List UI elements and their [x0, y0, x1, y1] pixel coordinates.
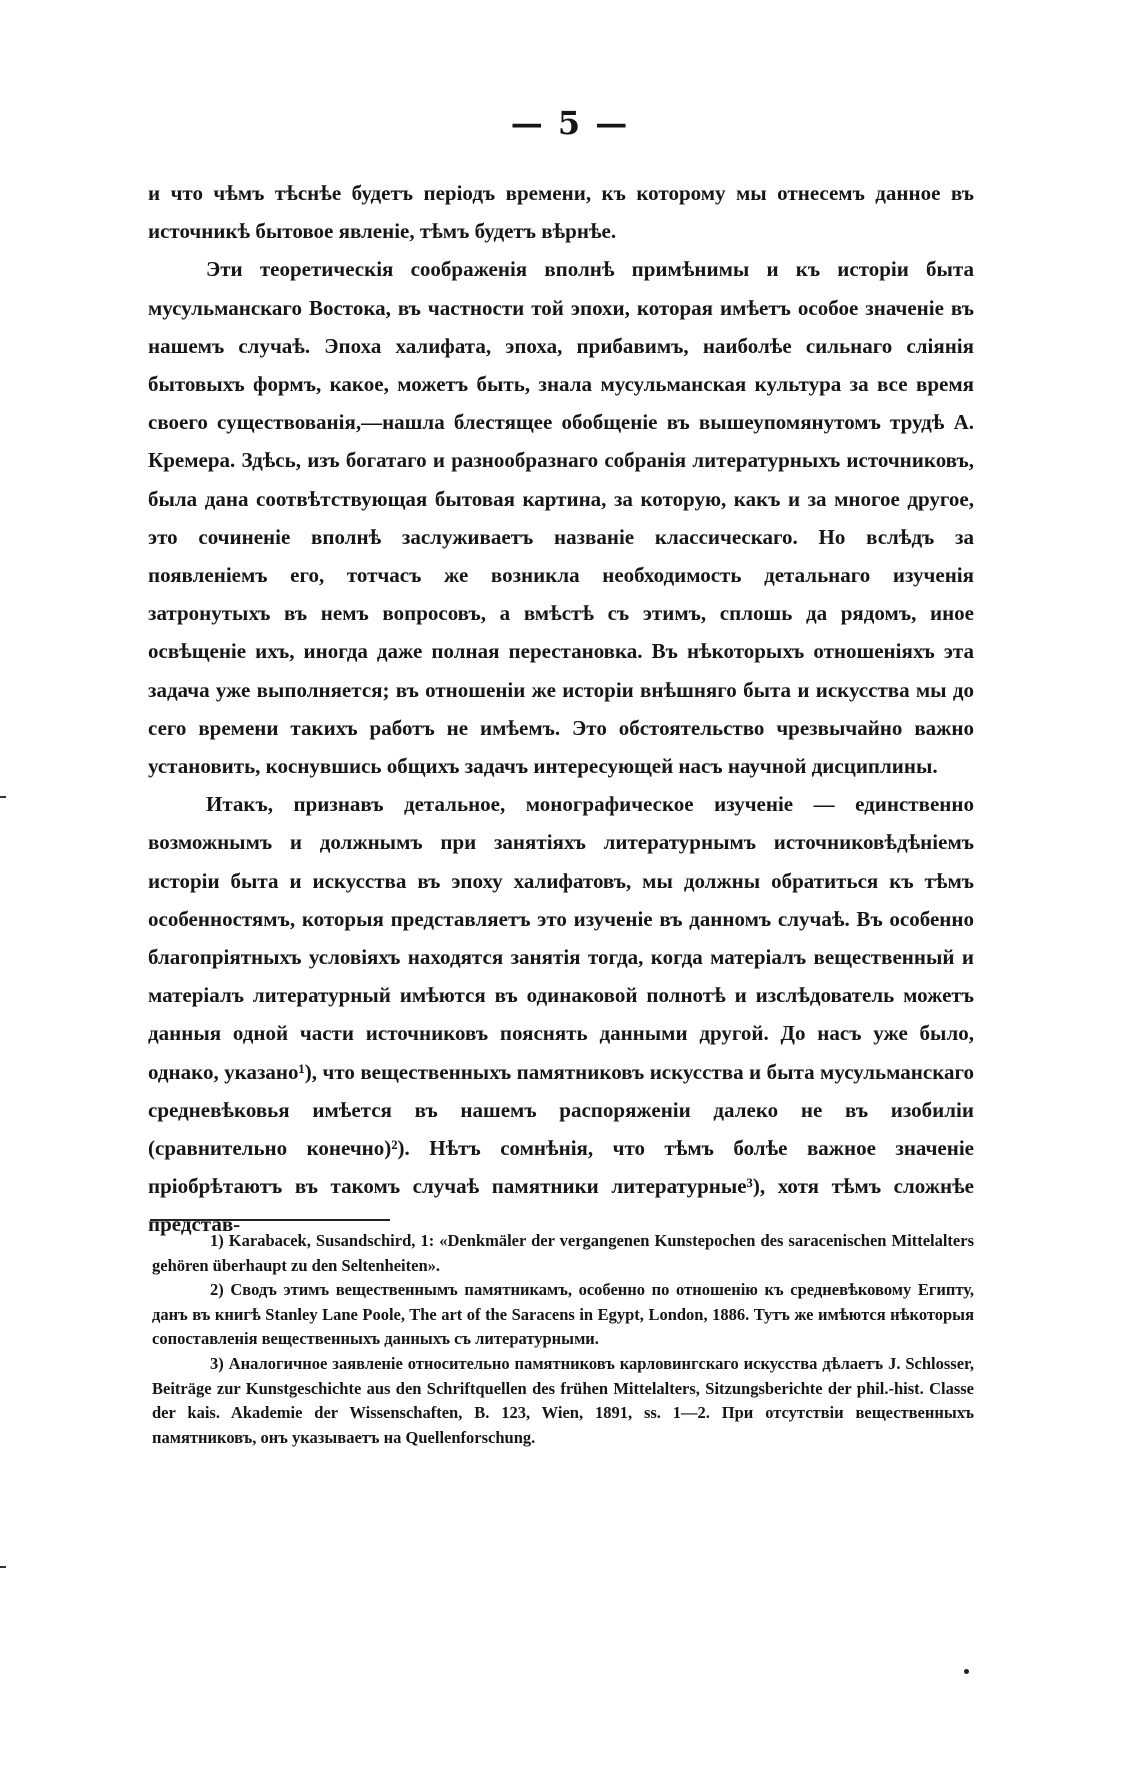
scan-edge-mark: [0, 796, 6, 798]
footnote-1: 1) Karabacek, Susandschird, 1: «Denkmäler der vergangenen Kunstepochen des saracenischen Mittelalters gehören überhaupt zu den Seltenheiten».: [152, 1231, 974, 1275]
body-text: [148, 174, 974, 1244]
paragraph: Эти теоретическія соображенія вполнѣ примѣнимы и къ исторіи быта мусульманскаго Востока, въ частности той эпохи, которая имѣетъ особое значеніе въ нашемъ случаѣ. Эпоха халифата, эпоха, прибавимъ, наиболѣе сильнаго сліянія бытовыхъ формъ, какое, можетъ быть, знала мусульманская культура за все время своего существованія,—нашла блестящее обобщеніе въ вышеупомянутомъ трудѣ А. Кремера. Здѣсь, изъ богатаго и разнообразнаго собранія литературныхъ источниковъ, была дана соотвѣтствующая бытовая картина, за которую, какъ и за многое другое, это сочиненіе вполнѣ заслуживаетъ названіе классическаго. Но вслѣдъ за появленіемъ его, тотчасъ же возникла необходимость детальнаго изученія затронутыхъ въ немъ вопросовъ, а вмѣстѣ съ этимъ, сплошь да рядомъ, иное освѣщеніе ихъ, иногда даже полная перестановка. Въ нѣкоторыхъ отношеніяхъ эта задача уже выполняется; въ отношеніи же исторіи внѣшняго быта и искусства мы до сего времени такихъ работъ не имѣемъ. Это обстоятельство чрезвычайно важно установить, коснувшись общихъ задачъ интересующей насъ научной дисциплины.: [148, 257, 974, 779]
footnote-separator: [150, 1219, 390, 1221]
scan-edge-mark: [0, 1566, 6, 1568]
paragraph: Итакъ, признавъ детальное, монографическое изученіе — единственно возможнымъ и должнымъ при занятіяхъ литературнымъ источниковѣдѣніемъ исторіи быта и искусства въ эпоху халифатовъ, мы должны обратиться къ тѣмъ особенностямъ, которыя представляетъ это изученіе въ данномъ случаѣ. Въ особенно благопріятныхъ условіяхъ находятся занятія тогда, когда матеріалъ вещественный и матеріалъ литературный имѣются въ одинаковой полнотѣ и изслѣдователь можетъ данныя одной части источниковъ пояснять данными другой. До насъ уже было, однако, указано¹), что вещественныхъ памятниковъ искусства и быта мусульманскаго средневѣковья имѣется въ нашемъ распоряженіи далеко не въ изобиліи (сравнительно конечно)²). Нѣтъ сомнѣнія, что тѣмъ болѣе важное значеніе пріобрѣтаютъ въ такомъ случаѣ памятники литературные³), хотя тѣмъ сложнѣе представ-: [148, 792, 974, 1237]
footnote-2: 2) Сводъ этимъ вещественнымъ памятникамъ, особенно по отношенію къ средневѣковому Египту, данъ въ книгѣ Stanley Lane Poole, The art of the Saracens in Egypt, London, 1886. Тутъ же имѣются нѣкоторыя сопоставленія вещественныхъ данныхъ съ литературными.: [152, 1280, 974, 1349]
page-number: — 5 —: [510, 104, 630, 142]
footnotes: [152, 1229, 974, 1450]
scan-speck: [964, 1669, 969, 1674]
paragraph-continuation: и что чѣмъ тѣснѣе будетъ періодъ времени, къ которому мы отнесемъ данное въ источникѣ бытовое явленіе, тѣмъ будетъ вѣрнѣе.: [148, 181, 974, 244]
footnote-3: 3) Аналогичное заявленіе относительно памятниковъ карловингскаго искусства дѣлаетъ J. Schlosser, Beiträge zur Kunstgeschichte aus den Schriftquellen des frühen Mittelalters, Sitzungsberichte der phil.-hist. Classe der kais. Akademie der Wissenschaften, B. 123, Wien, 1891, ss. 1—2. При отсутствіи вещественныхъ памятниковъ, онъ указываетъ на Quellenforschung.: [152, 1353, 974, 1447]
